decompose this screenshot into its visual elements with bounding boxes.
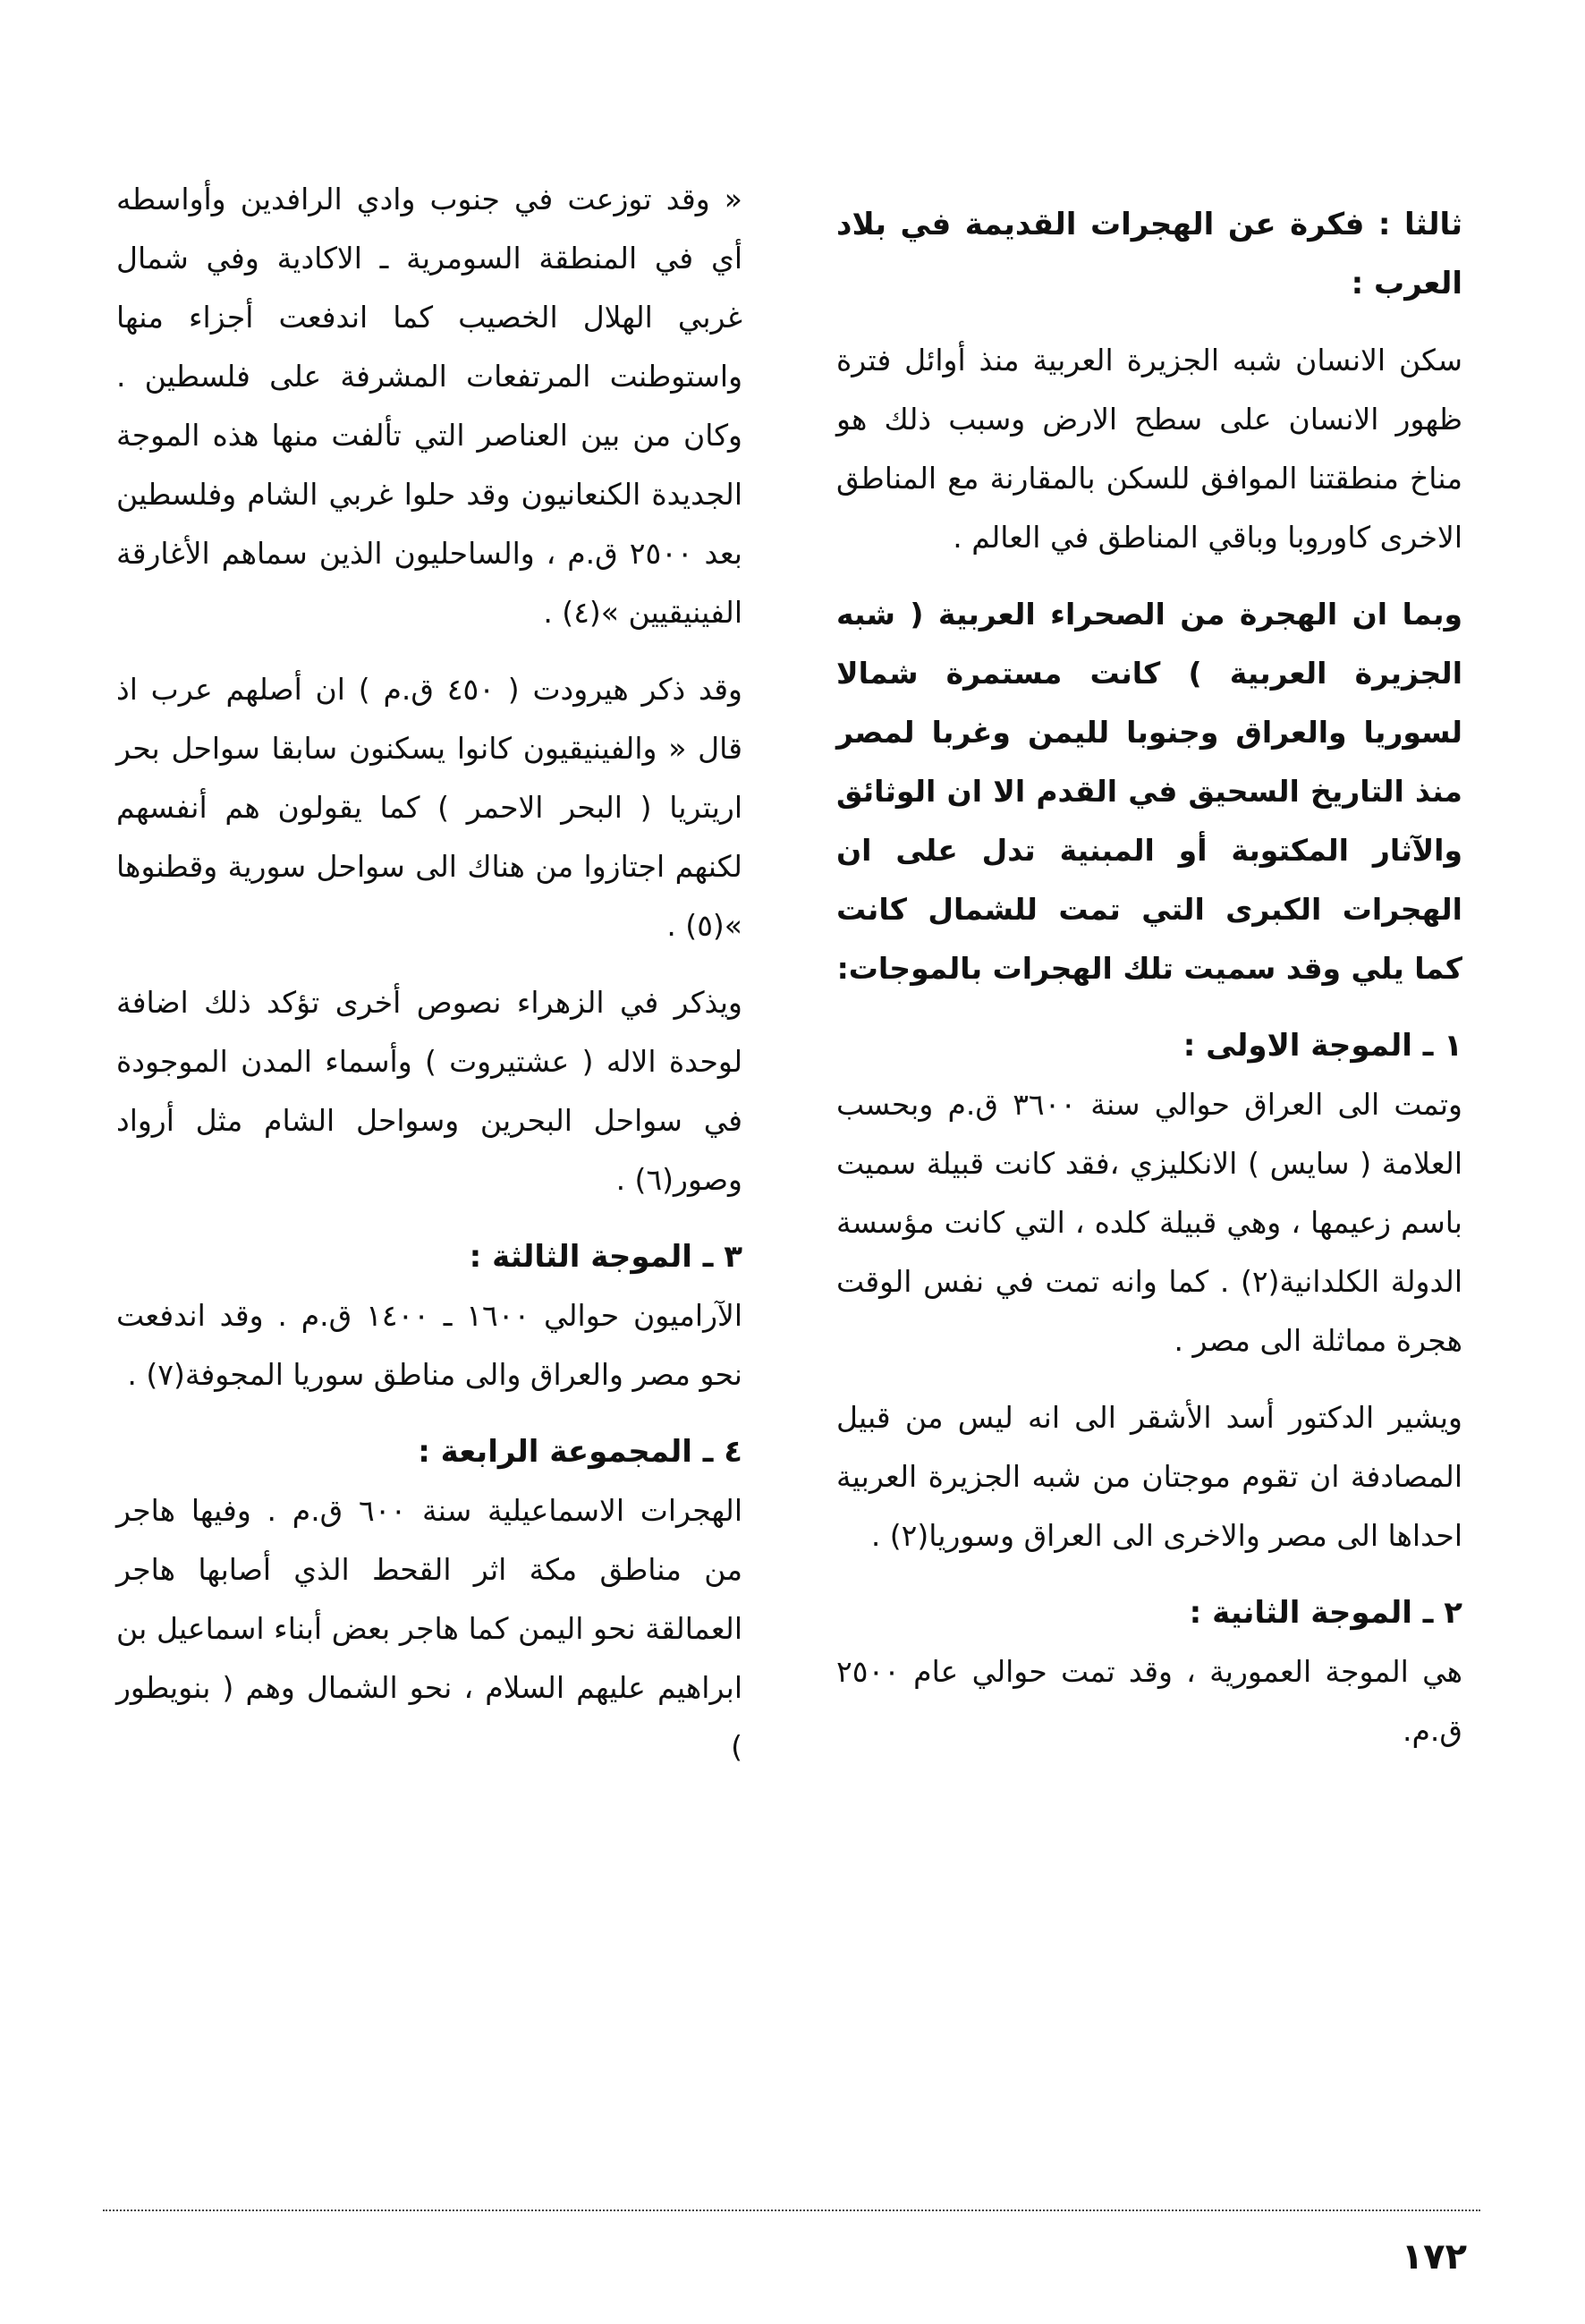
wave4-text: الهجرات الاسماعيلية سنة ٦٠٠ ق.م . وفيها هاجر من مناطق مكة اثر القحط الذي أصابها هاجر العمالقة نحو اليمن كما هاجر بعض أبناء اسماعيل بن ابراهيم عليهم السلام ، نحو الشمال وهم ( بنويطور ) — [116, 1493, 742, 1764]
wave1-text: وتمت الى العراق حوالي سنة ٣٦٠٠ ق.م وبحسب العلامة ( سايس ) الانكليزي ،فقد كانت قبيلة سميت باسم زعيمها ، وهي قبيلة كلده ، التي كانت مؤسسة الدولة الكلدانية(٢) . كما وانه تمت في نفس الوقت هجرة مماثلة الى مصر . — [836, 1087, 1462, 1358]
page-number: ١٧٢ — [1401, 2236, 1467, 2277]
wave2-heading: ٢ ـ الموجة الثانية : — [1189, 1595, 1462, 1631]
footer-divider — [103, 2209, 1480, 2211]
wave2-text: هي الموجة العمورية ، وقد تمت حوالي عام ٢٥٠٠ ق.م. — [836, 1654, 1462, 1748]
paragraph-settlement: سكن الانسان شبه الجزيرة العربية منذ أوائل فترة ظهور الانسان على سطح الارض وسبب ذلك هو مناخ منطقتنا الموافق للسكن بالمقارنة مع المناطق الاخرى كاوروبا وباقي المناطق في العالم . — [836, 343, 1462, 555]
paragraph-zahraa: ويذكر في الزهراء نصوص أخرى تؤكد ذلك اضافة لوحدة الاله ( عشتيروت ) وأسماء المدن الموجودة في سواحل البحرين وسواحل الشام مثل أرواد وصور(٦) . — [116, 985, 742, 1197]
left-column — [116, 170, 742, 1794]
wave1-heading: ١ ـ الموجة الاولى : — [1182, 1028, 1462, 1064]
paragraph-herodotus: وقد ذكر هيرودت ( ٤٥٠ ق.م ) ان أصلهم عرب اذ قال « والفينيقيون كانوا يسكنون سابقا سواحل بحر اريتريا ( البحر الاحمر ) كما يقولون هم أنفسهم لكنهم اجتازوا من هناك الى سواحل سورية وقطنوها »(٥) . — [116, 672, 742, 943]
wave4-heading: ٤ ـ المجموعة الرابعة : — [418, 1434, 742, 1470]
paragraph-ashqar: ويشير الدكتور أسد الأشقر الى انه ليس من قبيل المصادفة ان تقوم موجتان من شبه الجزيرة العربية احداها الى مصر والاخرى الى العراق وسوريا(٢) . — [836, 1400, 1462, 1553]
paragraph-quote-amorites: « وقد توزعت في جنوب وادي الرافدين وأواسطه أي في المنطقة السومرية ـ الاكادية وفي شمال غربي الهلال الخصيب كما اندفعت أجزاء منها واستوطنت المرتفعات المشرفة على فلسطين . وكان من بين العناصر التي تألفت منها هذه الموجة الجديدة الكنعانيون وقد حلوا غربي الشام وفلسطين بعد ٢٥٠٠ ق.م ، والساحليون الذين سماهم الأغارقة الفينيقيين »(٤) . — [116, 182, 742, 630]
right-column — [836, 170, 1462, 1778]
paragraph-migration-overview: وبما ان الهجرة من الصحراء العربية ( شبه الجزيرة العربية ) كانت مستمرة شمالا لسوريا والعراق وجنوبا لليمن وغربا لمصر منذ التاريخ السحيق في القدم الا ان الوثائق والآثار المكتوبة أو المبنية تدل على ان الهجرات الكبرى التي تمت للشمال كانت كما يلي وقد سميت تلك الهجرات بالموجات: — [836, 597, 1462, 986]
wave3-text: الآراميون حوالي ١٦٠٠ ـ ١٤٠٠ ق.م . وقد اندفعت نحو مصر والعراق والى مناطق سوريا المجوفة(٧) . — [116, 1298, 742, 1392]
section-heading: ثالثا : فكرة عن الهجرات القديمة في بلاد العرب : — [836, 207, 1462, 301]
wave3-heading: ٣ ـ الموجة الثالثة : — [469, 1239, 742, 1275]
